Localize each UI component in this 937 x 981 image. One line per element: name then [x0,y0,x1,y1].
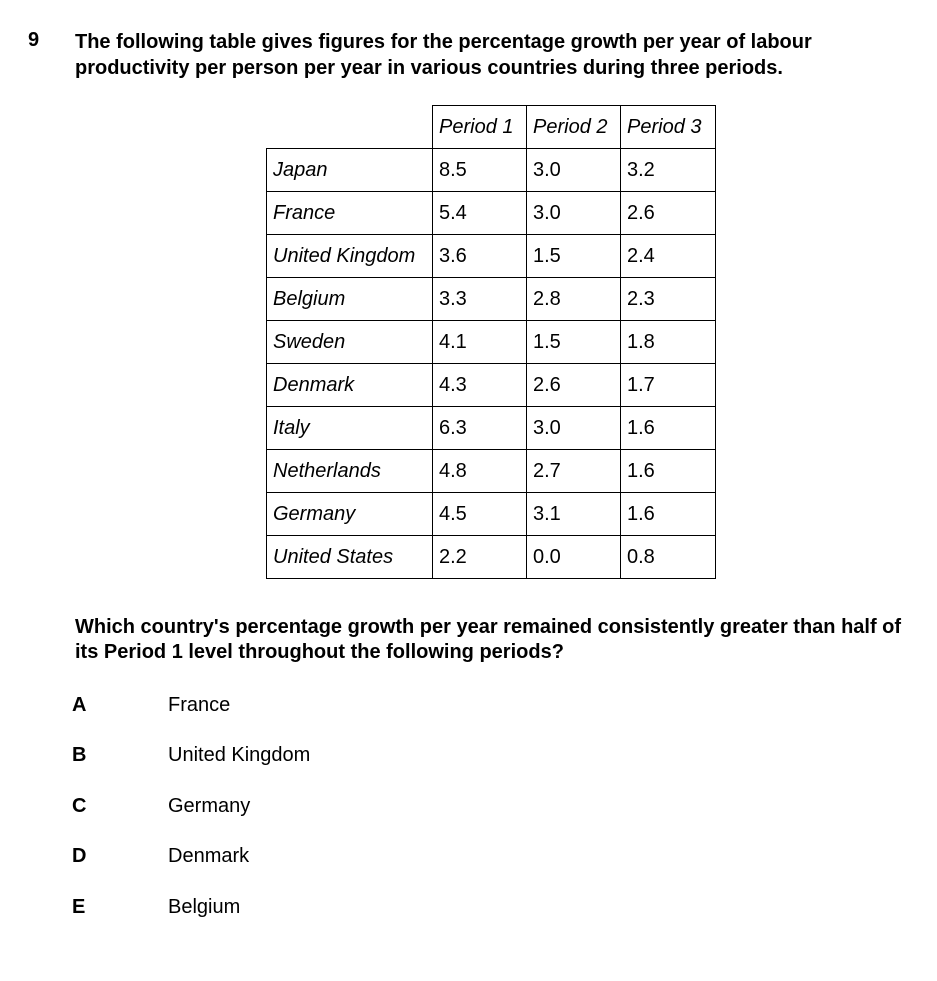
period-2-cell: 3.0 [527,407,621,450]
period-2-cell: 0.0 [527,536,621,579]
country-cell: United States [267,536,433,579]
period-1-cell: 4.3 [433,364,527,407]
period-3-cell: 1.8 [621,321,716,364]
period-3-cell: 1.6 [621,407,716,450]
country-cell: Netherlands [267,450,433,493]
option-letter: E [72,896,86,918]
productivity-table [266,105,716,579]
period-3-cell: 1.6 [621,450,716,493]
period-1-cell: 4.1 [433,321,527,364]
period-2-cell: 1.5 [527,321,621,364]
option-text: Denmark [168,845,250,867]
table-row [267,149,716,192]
table-row [267,278,716,321]
table-row [267,235,716,278]
country-cell: Germany [267,493,433,536]
country-cell: Sweden [267,321,433,364]
period-2-cell: 2.6 [527,364,621,407]
option-d[interactable] [0,845,600,875]
question-text: Which country's percentage growth per year remained consistently greater than half of its Period 1 level throughout the following periods? [75,616,902,663]
table-row [267,321,716,364]
period-3-cell: 1.7 [621,364,716,407]
period-3-cell: 2.3 [621,278,716,321]
option-text: Germany [168,795,251,817]
table-header-row [267,106,716,149]
option-b[interactable] [0,744,600,774]
country-cell: Denmark [267,364,433,407]
question-number: 9 [28,29,40,51]
country-cell: France [267,192,433,235]
option-letter: B [72,744,87,766]
period-2-cell: 3.0 [527,149,621,192]
header-period-1: Period 1 [433,106,527,149]
period-3-cell: 2.6 [621,192,716,235]
table-row [267,493,716,536]
table-row [267,192,716,235]
option-letter: A [72,694,87,716]
period-2-cell: 3.1 [527,493,621,536]
option-letter: C [72,795,87,817]
period-1-cell: 8.5 [433,149,527,192]
header-period-3: Period 3 [621,106,716,149]
option-text: United Kingdom [168,744,311,766]
period-1-cell: 6.3 [433,407,527,450]
period-1-cell: 3.3 [433,278,527,321]
period-1-cell: 4.5 [433,493,527,536]
period-2-cell: 3.0 [527,192,621,235]
period-1-cell: 4.8 [433,450,527,493]
header-period-2: Period 2 [527,106,621,149]
period-3-cell: 0.8 [621,536,716,579]
option-a[interactable] [0,694,600,724]
period-2-cell: 2.7 [527,450,621,493]
country-cell: Japan [267,149,433,192]
period-2-cell: 1.5 [527,235,621,278]
option-e[interactable] [0,896,600,926]
country-cell: Belgium [267,278,433,321]
period-3-cell: 1.6 [621,493,716,536]
table-row [267,364,716,407]
option-letter: D [72,845,87,867]
period-2-cell: 2.8 [527,278,621,321]
table-row [267,450,716,493]
period-1-cell: 5.4 [433,192,527,235]
period-3-cell: 3.2 [621,149,716,192]
table-row [267,407,716,450]
option-text: Belgium [168,896,241,918]
option-text: France [168,694,231,716]
period-1-cell: 3.6 [433,235,527,278]
period-1-cell: 2.2 [433,536,527,579]
period-3-cell: 2.4 [621,235,716,278]
option-c[interactable] [0,795,600,825]
country-cell: Italy [267,407,433,450]
table-row [267,536,716,579]
country-cell: United Kingdom [267,235,433,278]
question-intro: The following table gives figures for the percentage growth per year of labour productivity per person per year in various countries during three periods. [75,31,812,79]
header-blank-cell [267,106,433,149]
